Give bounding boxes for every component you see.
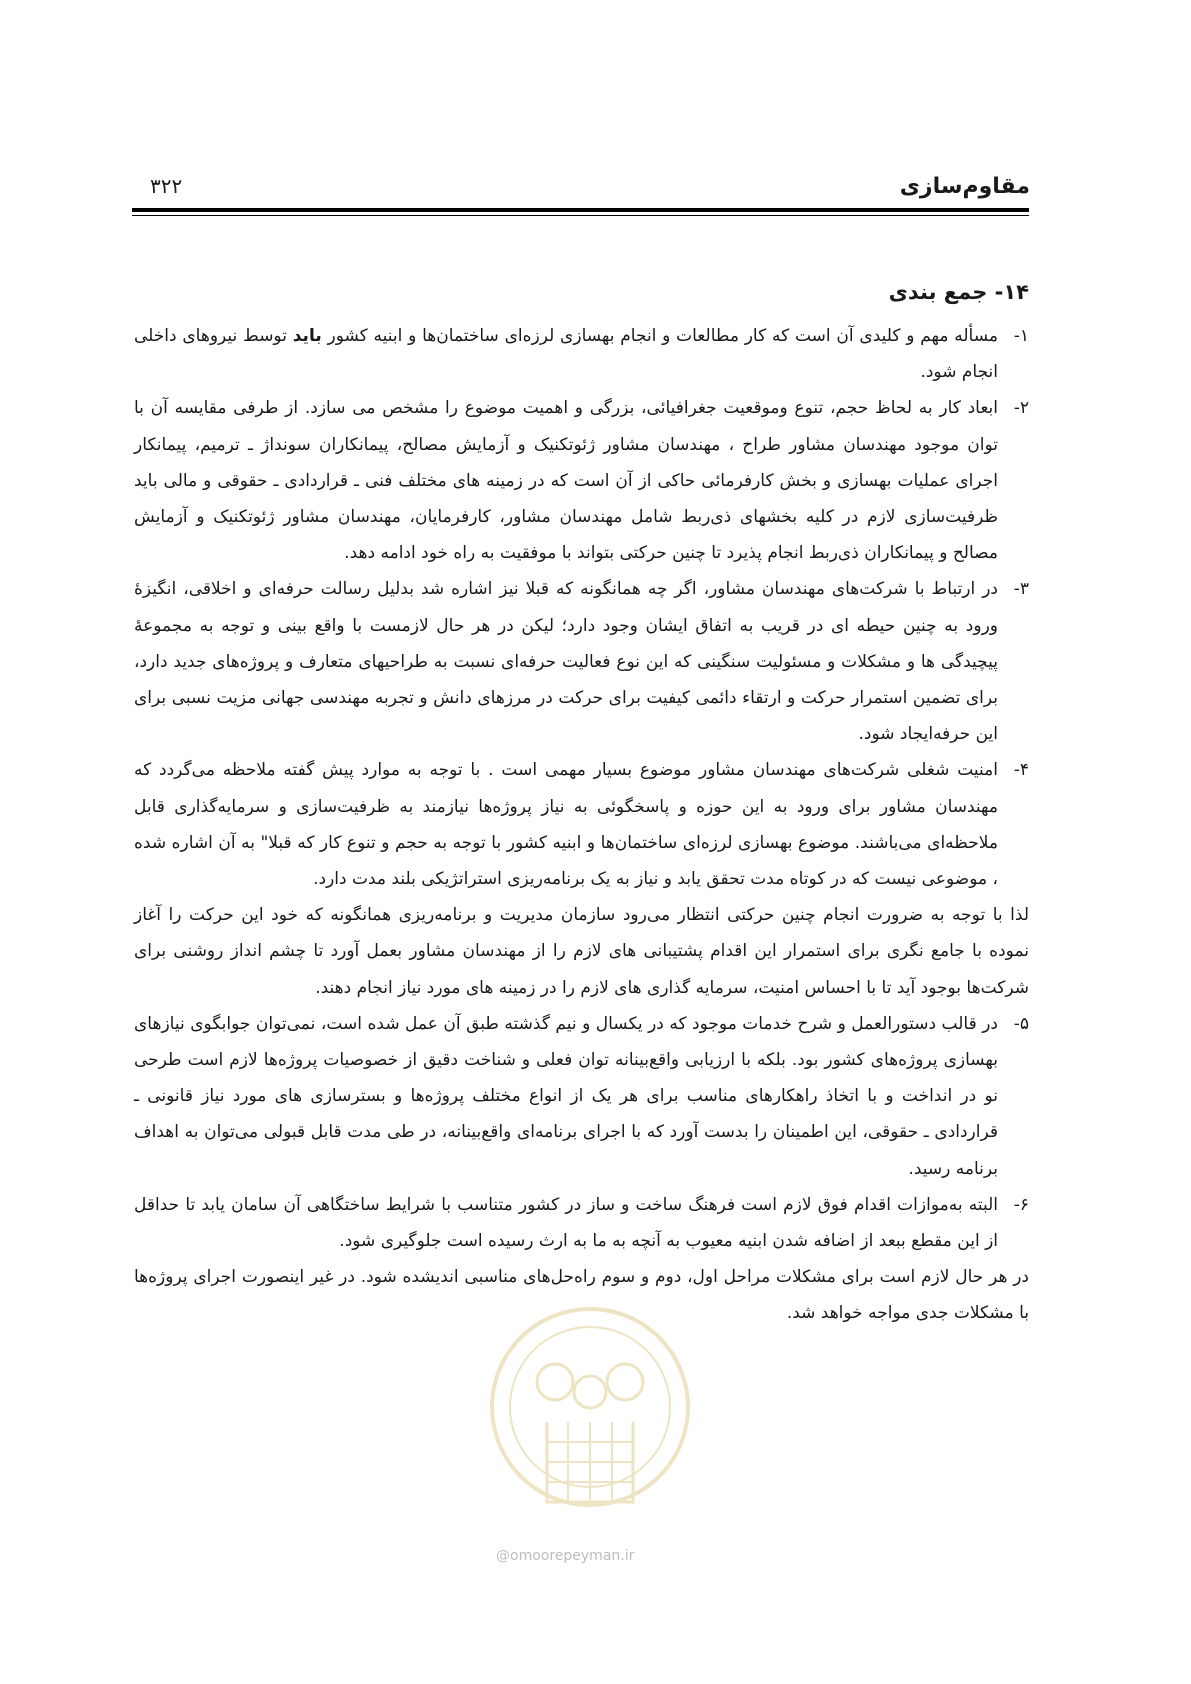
list-item — [134, 1006, 1029, 1187]
list-item — [134, 1187, 1029, 1259]
list-item — [134, 318, 1029, 390]
page-header — [150, 174, 1030, 204]
emphasis-text: باید — [292, 326, 322, 346]
body-text — [134, 318, 1029, 1332]
item-text: امنیت شغلی شرکت‌های مهندسان مشاور موضوع بسیار مهمی است . با توجه به موارد پیش گفته ملاحظه می‌گردد که مهندسان مشاور برای ورود به این حوزه و پاسخگوئی به نیاز پروژه‌ها نیازمند به ظرفیت‌سازی و سرمایه‌گذاری قابل ملاحظه‌ای می‌باشند. موضوع بهسازی لرزه‌ای ساختمان‌ها و ابنیه کشور با توجه به حجم و تنوع کار که قبلا" به آن اشاره شده ، موضوعی نیست که در کوتاه مدت تحقق یابد و نیاز به یک برنامه‌ریزی استراتژیکی بلند مدت دارد. — [134, 760, 998, 890]
paragraph: لذا با توجه به ضرورت انجام چنین حرکتی انتظار می‌رود سازمان مدیریت و برنامه‌ریزی همانگونه که خود این حرکت را آغاز نموده با جامع نگری برای استمرار این اقدام پشتیبانی های لازم را از مهندسان مشاور بعمل آورد تا چشم انداز روشنی برای شرکت‌ها بوجود آید تا با احساس امنیت، سرمایه گذاری های لازم را در زمینه های مورد نیاز انجام دهند. — [134, 905, 1029, 998]
item-text: در قالب دستورالعمل و شرح خدمات موجود که در یکسال و نیم گذشته طبق آن عمل شده است، نمی‌توان جوابگوی نیازهای بهسازی پروژه‌های کشور بود. بلکه با ارزیابی واقع‌بینانه توان فعلی و شناخت دقیق از خصوصیات پروژه‌ها لازم است طرحی نو در انداخت و با اتخاذ راهکارهای مناسب برای هر یک از انواع مختلف پروژه‌ها و بسترسازی های مورد نیاز قانونی ـ قراردادی ـ حقوقی، این اطمینان را بدست آورد که با اجرای برنامه‌ای واقع‌بینانه، در طی مدت قابل قبولی می‌توان به اهداف برنامه رسید. — [134, 1013, 998, 1179]
item-number: ۴- — [1013, 760, 1029, 781]
item-text: البته به‌موازات اقدام فوق لازم است فرهنگ ساخت و ساز در کشور متناسب با شرایط ساختگاهی آن سامان یابد تا حداقل از این مقطع ببعد از اضافه شدن ابنیه معیوب به آنچه به ما به ارث رسیده است جلوگیری شود. — [134, 1194, 998, 1252]
item-number: ۶- — [1013, 1194, 1029, 1215]
item-number: ۳- — [1013, 579, 1029, 600]
list-item — [134, 390, 1029, 571]
header-rule-thick — [132, 208, 1029, 212]
list-item — [134, 571, 1029, 752]
item-number: ۵- — [1013, 1013, 1029, 1034]
list-item — [134, 752, 1029, 897]
watermark-text: @omoorepeyman.ir — [496, 1548, 635, 1564]
item-number: ۲- — [1013, 398, 1029, 419]
page-number: ۳۲۲ — [150, 174, 183, 198]
item-text: در ارتباط با شرکت‌های مهندسان مشاور، اگر چه همانگونه که قبلا نیز اشاره شد بدلیل رسالت حرفه‌ای و اخلاقی، انگیزهٔ ورود به چنین حیطه ای در قریب به اتفاق ایشان وجود دارد؛ لیکن در هر حال لازمست با واقع بینی و توجه به مجموعهٔ پیچیدگی ها و مشکلات و مسئولیت سنگینی که این نوع فعالیت حرفه‌ای نسبت به طراحیهای متعارف و پروژه‌های جدید دارد، برای تضمین استمرار حرکت و ارتقاء دائمی کیفیت برای حرکت در مرزهای دانش و تجربه مهندسی جهانی مزیت نسبی برای این حرفه‌ایجاد شود. — [134, 579, 998, 745]
item-number: ۱- — [1013, 326, 1029, 346]
watermark-seal-logo — [485, 1302, 695, 1537]
item-text: توسط نیروهای داخلی انجام شود. — [134, 326, 998, 383]
section-title: ۱۴- جمع بندی — [888, 280, 1029, 304]
item-text: ابعاد کار به لحاظ حجم، تنوع وموقعیت جغرافیائی، بزرگی و اهمیت موضوع را مشخص می سازد. از طرفی مقایسه آن با توان موجود مهندسان مشاور طراح ، مهندسان مشاور ژئوتکنیک و آزمایش مصالح، پیمانکاران سونداژ ـ ترمیم، پیمانکار اجرای عملیات بهسازی و بخش کارفرمائی حاکی از آن است که در زمینه های مختلف فنی ـ قراردادی ـ حقوقی و مالی باید ظرفیت‌سازی لازم در کلیه بخشهای ذی‌ربط شامل مهندسان مشاور، کارفرمایان، مهندسان مشاور ژئوتکنیک و آزمایش مصالح و پیمانکاران ذی‌ربط انجام پذیرد تا چنین حرکتی بتواند با موفقیت به راه خود ادامه دهد. — [134, 398, 998, 564]
header-rule-thin — [132, 215, 1029, 216]
item-text: مسأله مهم و کلیدی آن است که کار مطالعات و انجام بهسازی لرزه‌ای ساختمان‌ها و ابنیه کشور — [321, 326, 998, 346]
running-title: مقاوم‌سازی — [899, 174, 1030, 199]
paragraph: در هر حال لازم است برای مشکلات مراحل اول، دوم و سوم راه‌حل‌های مناسبی اندیشده شود. در غیر اینصورت اجرای پروژه‌ها با مشکلات جدی مواجه خواهد شد. — [134, 1267, 1029, 1324]
